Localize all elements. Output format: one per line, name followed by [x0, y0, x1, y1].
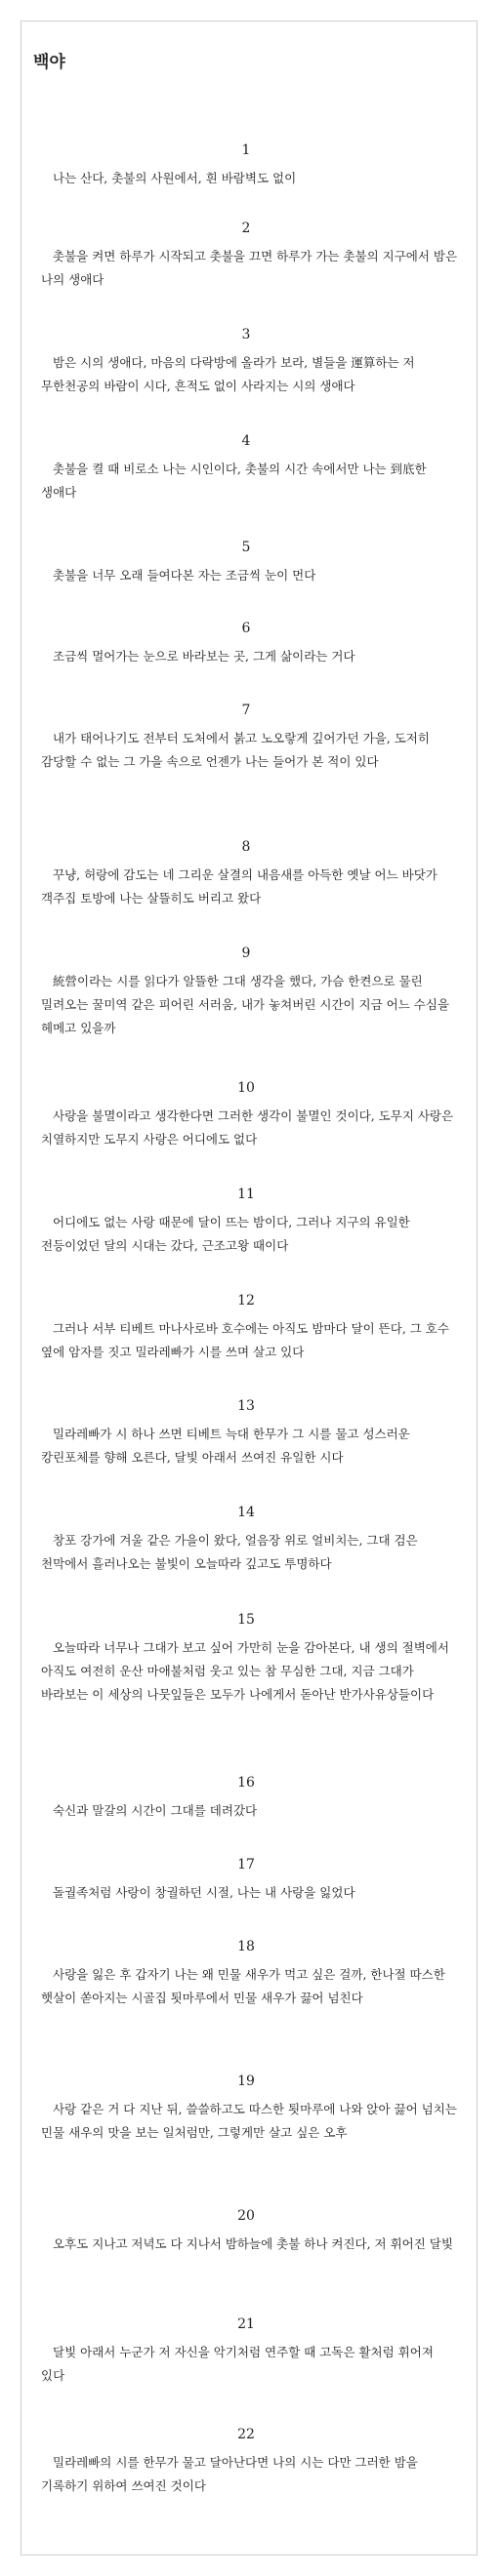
section-text: 오늘따라 너무나 그대가 보고 싶어 가만히 눈을 감아본다, 내 생의 절벽에서 아직도 여전히 운산 마애불처럼 웃고 있는 참 무심한 그대, 지금 그대가 바라보는 이 세상의 나뭇잎들은 모두가 나에게서 돋아난 반가사유상들이다 [41, 1640, 449, 1702]
section-5 [41, 539, 459, 587]
section-text: 꾸냥, 허랑에 감도는 네 그리운 살결의 내음새를 아득한 옛날 어느 바닷가 객주집 토방에 나는 살뜰히도 버리고 왔다 [41, 867, 438, 906]
document-frame [21, 20, 478, 2556]
section-text: 統營이라는 시를 읽다가 알뜰한 그대 생각을 했다, 가슴 한켠으로 물린 밀려오는 꿀미역 같은 피어린 서러움, 내가 놓쳐버린 시간이 지금 어느 수심을 헤메고 있을까 [41, 974, 450, 1035]
section-number: 14 [237, 1505, 255, 1520]
section-text: 촛불을 켜면 하루가 시작되고 촛불을 끄면 하루가 가는 촛불의 지구에서 밤은 나의 생애다 [41, 249, 458, 287]
section-number: 5 [241, 540, 251, 555]
section-6 [41, 620, 459, 668]
section-number: 13 [237, 1398, 255, 1414]
section-number: 8 [241, 839, 251, 855]
section-text: 사랑 같은 거 다 지난 뒤, 쓸쓸하고도 따스한 툇마루에 나와 앉아 끓어 넘치는 민물 새우의 맛을 보는 일처럼만, 그렇게만 살고 싶은 오후 [41, 2102, 457, 2140]
section-text: 촛불을 너무 오래 들여다본 자는 조금씩 눈이 먼다 [53, 568, 316, 583]
section-12 [41, 1292, 459, 1364]
section-text: 어디에도 없는 사랑 때문에 달이 뜨는 밤이다, 그러나 지구의 유일한 전등이었던 달의 시대는 갔다, 근조고왕 때이다 [41, 1215, 410, 1253]
section-13 [41, 1397, 459, 1469]
section-number: 19 [237, 2073, 255, 2089]
section-text: 달빛 아래서 누군가 저 자신을 악기처럼 연주할 때 고독은 활처럼 휘어져 있다 [41, 2345, 434, 2383]
section-number: 2 [241, 221, 251, 236]
section-number: 3 [241, 327, 251, 342]
section-number: 11 [237, 1187, 255, 1202]
section-16 [41, 1774, 459, 1823]
section-number: 20 [237, 2208, 255, 2224]
section-text: 돌궐족처럼 사랑이 창궐하던 시절, 나는 내 사랑을 잃었다 [53, 1885, 355, 1900]
section-text: 사랑을 잃은 후 갑자기 나는 왜 민물 새우가 먹고 싶은 걸까, 한나절 따스한 햇살이 쏟아지는 시골집 툇마루에서 민물 새우가 끓어 넘친다 [41, 1967, 445, 2005]
section-number: 7 [241, 703, 251, 718]
section-17 [41, 1856, 459, 1905]
section-number: 4 [241, 433, 251, 449]
section-3 [41, 326, 459, 398]
section-number: 16 [237, 1775, 255, 1791]
section-text: 오후도 지나고 저녁도 다 지나서 밤하늘에 촛불 하나 켜진다, 저 휘어진 달빛 [53, 2236, 453, 2251]
section-14 [41, 1504, 459, 1576]
section-number: 6 [241, 621, 251, 636]
section-number: 15 [237, 1612, 255, 1628]
section-4 [41, 432, 459, 504]
section-text: 촛불을 켤 때 비로소 나는 시인이다, 촛불의 시간 속에서만 나는 到底한 생애다 [41, 462, 427, 500]
section-text: 숙신과 말갈의 시간이 그대를 데려갔다 [53, 1803, 258, 1818]
section-10 [41, 1079, 459, 1151]
section-22 [41, 2426, 459, 2498]
section-number: 1 [241, 142, 251, 158]
section-text: 나는 산다, 촛불의 사원에서, 흰 바람벽도 없이 [53, 171, 297, 185]
section-number: 12 [237, 1293, 255, 1308]
section-20 [41, 2207, 459, 2256]
section-8 [41, 838, 459, 910]
section-text: 그러나 서부 티베트 마나사로바 호수에는 아직도 밤마다 달이 뜬다, 그 호수 옆에 암자를 짓고 밀라레빠가 시를 쓰며 살고 있다 [41, 1321, 449, 1359]
section-number: 9 [241, 946, 251, 961]
section-number: 10 [237, 1080, 255, 1096]
section-text: 창포 강가에 겨울 같은 가을이 왔다, 얼음장 위로 얼비치는, 그대 검은 천막에서 흘러나오는 불빛이 오늘따라 깊고도 투명하다 [41, 1533, 418, 1571]
section-18 [41, 1938, 459, 2010]
section-text: 밀라레빠의 시를 한무가 물고 달아난다면 나의 시는 다만 그러한 밤을 기록하기 위하여 쓰여진 것이다 [41, 2455, 418, 2493]
section-number: 18 [237, 1939, 255, 1954]
section-text: 사랑을 불멸이라고 생각한다면 그러한 생각이 불멸인 것이다, 도무지 사랑은 치열하지만 도무지 사랑은 어디에도 없다 [41, 1108, 454, 1147]
section-15 [41, 1611, 459, 1707]
section-text: 조금씩 멀어가는 눈으로 바라보는 곳, 그게 삶이라는 거다 [53, 649, 355, 664]
section-text: 밀라레빠가 시 하나 쓰면 티베트 늑대 한무가 그 시를 물고 성스러운 캉린포체를 향해 오른다, 달빛 아래서 쓰여진 유일한 시다 [41, 1427, 410, 1465]
section-1 [41, 141, 459, 190]
section-7 [41, 702, 459, 774]
section-number: 21 [237, 2316, 255, 2332]
section-11 [41, 1186, 459, 1258]
section-2 [41, 220, 459, 292]
section-number: 17 [237, 1857, 255, 1872]
section-19 [41, 2073, 459, 2145]
section-21 [41, 2315, 459, 2388]
section-number: 22 [237, 2427, 255, 2442]
section-text: 밤은 시의 생애다, 마음의 다락방에 올라가 보라, 별들을 運算하는 저 무한천공의 바람이 시다, 흔적도 없이 사라지는 시의 생애다 [41, 355, 415, 393]
section-9 [41, 945, 459, 1040]
section-text: 내가 태어나기도 전부터 도처에서 붉고 노오랗게 깊어가던 가을, 도저히 감당할 수 없는 그 가을 속으로 언젠가 나는 들어가 본 적이 있다 [41, 731, 430, 769]
document-title: 백야 [33, 53, 65, 72]
